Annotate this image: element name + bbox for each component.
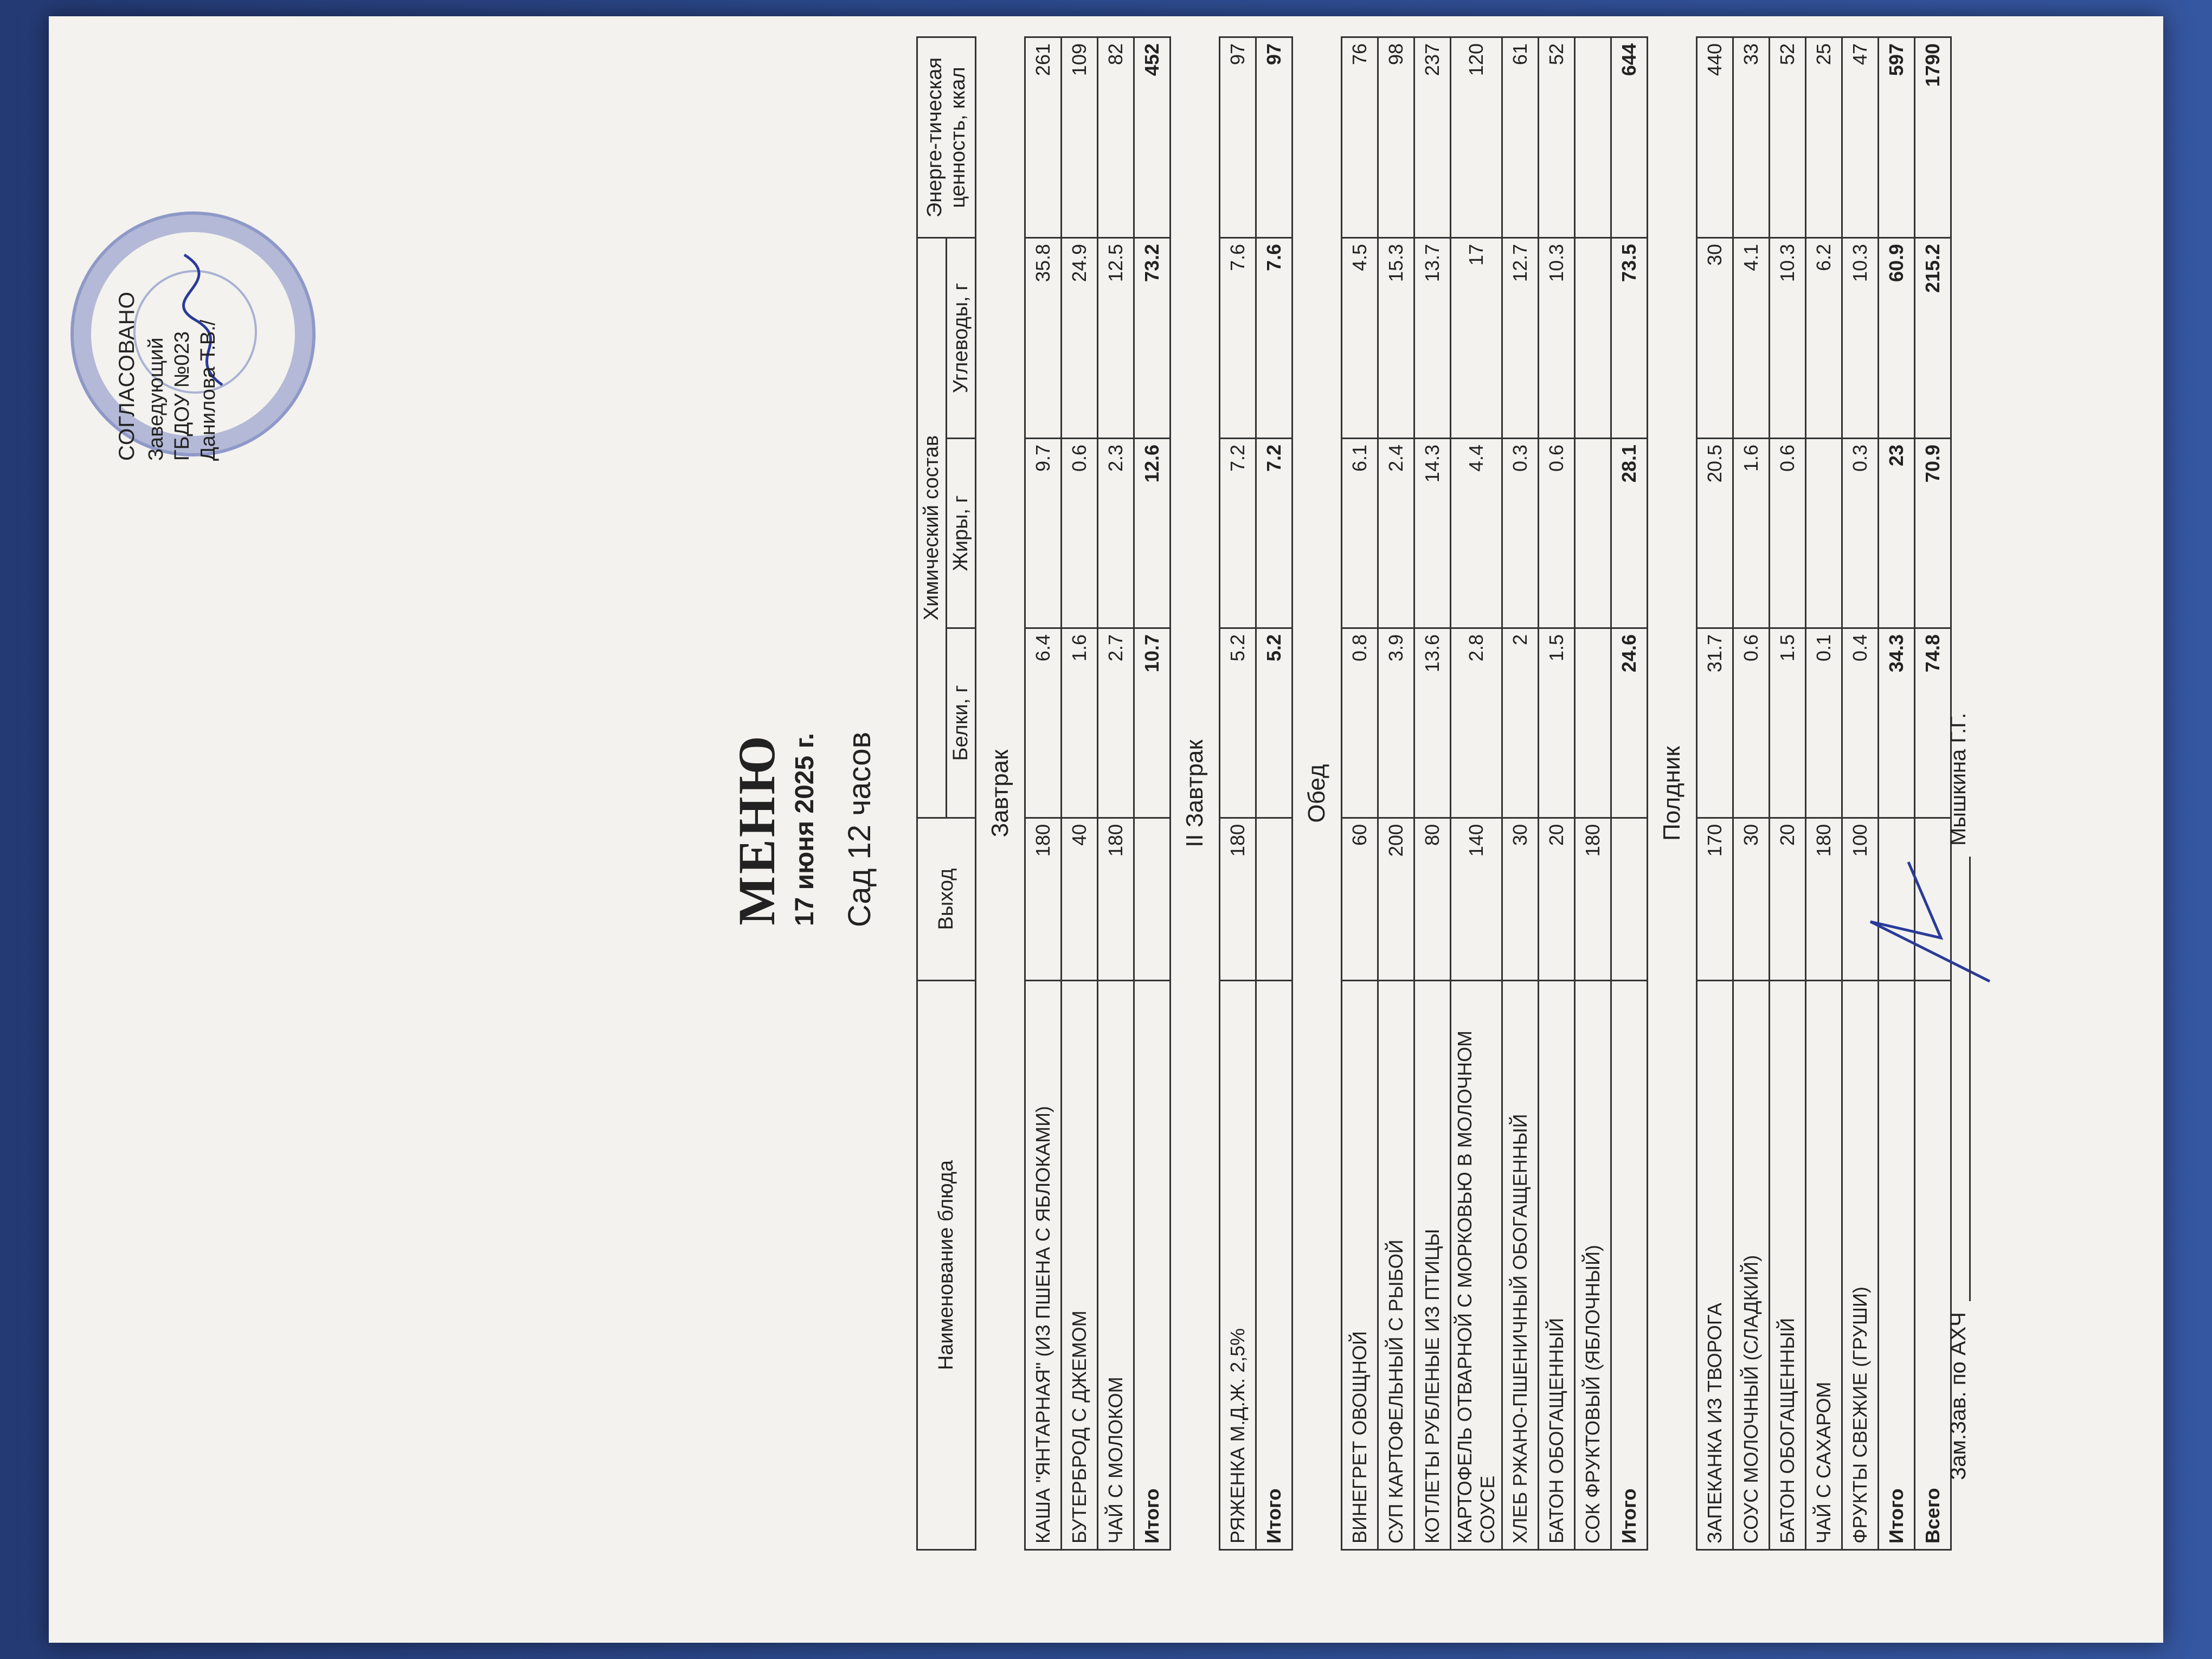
col-header-energy: Энерге-тическая ценность, ккал: [917, 37, 976, 238]
dish-energy: 97: [1220, 37, 1256, 238]
dish-fat: [1806, 439, 1842, 628]
title-block: [726, 16, 878, 1643]
dish-protein: 5.2: [1220, 628, 1256, 818]
dish-energy: 33: [1733, 37, 1770, 238]
dish-name: СОУС МОЛОЧНЫЙ (СЛАДКИЙ): [1733, 981, 1770, 1550]
grand-total-row: [1915, 37, 1951, 1550]
dish-name: ЧАЙ С МОЛОКОМ: [1098, 981, 1134, 1550]
table-row: [1342, 37, 1378, 1550]
dish-name: СУП КАРТОФЕЛЬНЫЙ С РЫБОЙ: [1378, 981, 1414, 1550]
dish-carbs: 6.2: [1806, 238, 1842, 439]
table-row: [1575, 37, 1611, 1550]
dish-carbs: 10.3: [1539, 238, 1575, 439]
deputy-signature: [1860, 840, 2001, 1003]
dish-protein: 31.7: [1697, 628, 1733, 818]
table-row: [1539, 37, 1575, 1550]
dish-yield: 40: [1062, 818, 1098, 981]
footer-name: Мышкина Г.Г.: [1946, 712, 1970, 846]
dish-fat: 9.7: [1025, 439, 1062, 628]
col-header-protein: Белки, г: [947, 628, 976, 818]
dish-protein: 1.5: [1770, 628, 1806, 818]
dish-carbs: 13.7: [1414, 238, 1451, 439]
dish-carbs: 7.6: [1220, 238, 1256, 439]
dish-carbs: 4.1: [1733, 238, 1770, 439]
grand-total-label: Всего: [1915, 981, 1951, 1550]
dish-protein: 13.6: [1414, 628, 1451, 818]
total-row: [1256, 37, 1293, 1550]
total-energy: 597: [1879, 37, 1915, 238]
dish-yield: 180: [1025, 818, 1062, 981]
dish-carbs: 12.7: [1502, 238, 1539, 439]
dish-yield: 170: [1697, 818, 1733, 981]
dish-protein: 0.8: [1342, 628, 1378, 818]
dish-energy: 237: [1414, 37, 1451, 238]
menu-document: [49, 16, 2163, 1643]
total-yield-empty: [1611, 818, 1648, 981]
total-protein: 34.3: [1879, 628, 1915, 818]
dish-fat: 2.3: [1098, 439, 1134, 628]
total-protein: 24.6: [1611, 628, 1648, 818]
dish-carbs: 10.3: [1770, 238, 1806, 439]
dish-energy: 76: [1342, 37, 1378, 238]
dish-name: СОК ФРУКТОВЫЙ (ЯБЛОЧНЫЙ): [1575, 981, 1611, 1550]
dish-fat: 14.3: [1414, 439, 1451, 628]
dish-name: БАТОН ОБОГАЩЕННЫЙ: [1539, 981, 1575, 1550]
dish-name: БАТОН ОБОГАЩЕННЫЙ: [1770, 981, 1806, 1550]
dish-name: ФРУКТЫ СВЕЖИЕ (ГРУШИ): [1842, 981, 1879, 1550]
total-fat: 28.1: [1611, 439, 1648, 628]
table-row: [1414, 37, 1451, 1550]
dish-yield: 180: [1098, 818, 1134, 981]
table-row: [1025, 37, 1062, 1550]
grand-total-fat: 70.9: [1915, 439, 1951, 628]
dish-fat: 2.4: [1378, 439, 1414, 628]
dish-fat: 20.5: [1697, 439, 1733, 628]
total-energy: 644: [1611, 37, 1648, 238]
dish-carbs: 35.8: [1025, 238, 1062, 439]
dish-fat: 0.3: [1842, 439, 1879, 628]
grand-total-protein: 74.8: [1915, 628, 1951, 818]
dish-fat: 7.2: [1220, 439, 1256, 628]
dish-protein: 2: [1502, 628, 1539, 818]
footer-signature: [1946, 70, 1971, 1480]
dish-carbs: 12.5: [1098, 238, 1134, 439]
total-carbs: 73.5: [1611, 238, 1648, 439]
approval-position: Заведующий: [145, 337, 168, 461]
dish-yield: 80: [1414, 818, 1451, 981]
dish-protein: 3.9: [1378, 628, 1414, 818]
dish-name: РЯЖЕНКА М.Д.Ж. 2,5%: [1220, 981, 1256, 1550]
section-row: [1171, 37, 1220, 1550]
dish-energy: 440: [1697, 37, 1733, 238]
total-carbs: 73.2: [1134, 238, 1171, 439]
table-row: [1378, 37, 1414, 1550]
total-label: Итого: [1134, 981, 1171, 1550]
table-row: [1451, 37, 1502, 1550]
dish-protein: 0.6: [1733, 628, 1770, 818]
dish-protein: [1575, 628, 1611, 818]
dish-yield: 100: [1842, 818, 1879, 981]
table-row: [1502, 37, 1539, 1550]
total-fat: 7.2: [1256, 439, 1293, 628]
col-header-chem: Химический состав: [917, 238, 947, 818]
dish-energy: 261: [1025, 37, 1062, 238]
dish-name: КОТЛЕТЫ РУБЛЕНЫЕ ИЗ ПТИЦЫ: [1414, 981, 1451, 1550]
dish-energy: 25: [1806, 37, 1842, 238]
total-carbs: 7.6: [1256, 238, 1293, 439]
table-row: [1770, 37, 1806, 1550]
dish-fat: 0.6: [1539, 439, 1575, 628]
total-protein: 10.7: [1134, 628, 1171, 818]
dish-fat: 1.6: [1733, 439, 1770, 628]
dish-fat: 0.3: [1502, 439, 1539, 628]
dish-yield: 30: [1733, 818, 1770, 981]
total-row: [1879, 37, 1915, 1550]
dish-energy: 109: [1062, 37, 1098, 238]
garden-type: Сад 12 часов: [842, 731, 877, 928]
grand-total-carbs: 215.2: [1915, 238, 1951, 439]
dish-yield: 20: [1539, 818, 1575, 981]
grand-total-energy: 1790: [1915, 37, 1951, 238]
dish-energy: 52: [1770, 37, 1806, 238]
table-row: [1062, 37, 1098, 1550]
section-row: [1648, 37, 1697, 1550]
total-yield-empty: [1256, 818, 1293, 981]
dish-yield: 20: [1770, 818, 1806, 981]
dish-yield: 180: [1575, 818, 1611, 981]
total-fat: 23: [1879, 439, 1915, 628]
dish-protein: 1.6: [1062, 628, 1098, 818]
dish-carbs: [1575, 238, 1611, 439]
table-row: [1098, 37, 1134, 1550]
col-header-yield: Выход: [917, 818, 976, 981]
dish-energy: 82: [1098, 37, 1134, 238]
dish-name: ВИНЕГРЕТ ОВОЩНОЙ: [1342, 981, 1378, 1550]
table-row: [1842, 37, 1879, 1550]
dish-fat: [1575, 439, 1611, 628]
dish-protein: 6.4: [1025, 628, 1062, 818]
table-row: [1697, 37, 1733, 1550]
dish-energy: 120: [1451, 37, 1502, 238]
total-carbs: 60.9: [1879, 238, 1915, 439]
total-energy: 452: [1134, 37, 1171, 238]
dish-protein: 2.8: [1451, 628, 1502, 818]
total-protein: 5.2: [1256, 628, 1293, 818]
signature-line: [1969, 857, 1971, 1301]
dish-yield: 30: [1502, 818, 1539, 981]
menu-body: [976, 37, 1951, 1550]
total-yield-empty: [1134, 818, 1171, 981]
total-label: Итого: [1879, 981, 1915, 1550]
menu-table: [916, 36, 1952, 1551]
approval-block: [114, 108, 221, 461]
dish-yield: 140: [1451, 818, 1502, 981]
dish-name: КАРТОФЕЛЬ ОТВАРНОЙ С МОРКОВЬЮ В МОЛОЧНОМ СОУСЕ: [1451, 981, 1502, 1550]
dish-name: ЧАЙ С САХАРОМ: [1806, 981, 1842, 1550]
total-energy: 97: [1256, 37, 1293, 238]
dish-yield: 60: [1342, 818, 1378, 981]
dish-name: БУТЕРБРОД С ДЖЕМОМ: [1062, 981, 1098, 1550]
dish-yield: 180: [1806, 818, 1842, 981]
dish-fat: 0.6: [1770, 439, 1806, 628]
dish-carbs: 24.9: [1062, 238, 1098, 439]
total-label: Итого: [1256, 981, 1293, 1550]
dish-name: ХЛЕБ РЖАНО-ПШЕНИЧНЫЙ ОБОГАЩЕННЫЙ: [1502, 981, 1539, 1550]
dish-carbs: 4.5: [1342, 238, 1378, 439]
approval-name: Данилова Т.В./: [197, 319, 220, 461]
total-row: [1611, 37, 1648, 1550]
dish-carbs: 30: [1697, 238, 1733, 439]
dish-carbs: 17: [1451, 238, 1502, 439]
dish-energy: 98: [1378, 37, 1414, 238]
page-title: МЕНЮ: [728, 734, 786, 925]
dish-yield: 200: [1378, 818, 1414, 981]
dish-carbs: 15.3: [1378, 238, 1414, 439]
table-row: [1220, 37, 1256, 1550]
section-title: Обед: [1293, 37, 1342, 1550]
dish-protein: 0.1: [1806, 628, 1842, 818]
dish-name: ЗАПЕКАНКА ИЗ ТВОРОГА: [1697, 981, 1733, 1550]
footer-position: Зам.Зав. по АХЧ: [1946, 1312, 1970, 1480]
section-title: Завтрак: [976, 37, 1025, 1550]
section-title: Полдник: [1648, 37, 1697, 1550]
section-row: [1293, 37, 1342, 1550]
approval-header: СОГЛАСОВАНО: [115, 291, 139, 461]
col-header-fat: Жиры, г: [947, 439, 976, 628]
col-header-name: Наименование блюда: [917, 981, 976, 1550]
dish-protein: 2.7: [1098, 628, 1134, 818]
menu-date: 17 июня 2025 г.: [790, 732, 819, 927]
dish-yield: 180: [1220, 818, 1256, 981]
dish-energy: 61: [1502, 37, 1539, 238]
total-fat: 12.6: [1134, 439, 1171, 628]
total-label: Итого: [1611, 981, 1648, 1550]
section-row: [976, 37, 1025, 1550]
dish-energy: [1575, 37, 1611, 238]
approval-org: ГБДОУ №023: [171, 331, 194, 461]
dish-energy: 52: [1539, 37, 1575, 238]
dish-fat: 6.1: [1342, 439, 1378, 628]
table-row: [1733, 37, 1770, 1550]
dish-protein: 1.5: [1539, 628, 1575, 818]
dish-carbs: 10.3: [1842, 238, 1879, 439]
section-title: II Завтрак: [1171, 37, 1220, 1550]
dish-protein: 0.4: [1842, 628, 1879, 818]
dish-fat: 4.4: [1451, 439, 1502, 628]
dish-fat: 0.6: [1062, 439, 1098, 628]
header-row: [917, 37, 947, 1550]
dish-name: КАША "ЯНТАРНАЯ" (ИЗ ПШЕНА С ЯБЛОКАМИ): [1025, 981, 1062, 1550]
col-header-carbs: Углеводы, г: [947, 238, 976, 439]
total-row: [1134, 37, 1171, 1550]
dish-energy: 47: [1842, 37, 1879, 238]
table-row: [1806, 37, 1842, 1550]
